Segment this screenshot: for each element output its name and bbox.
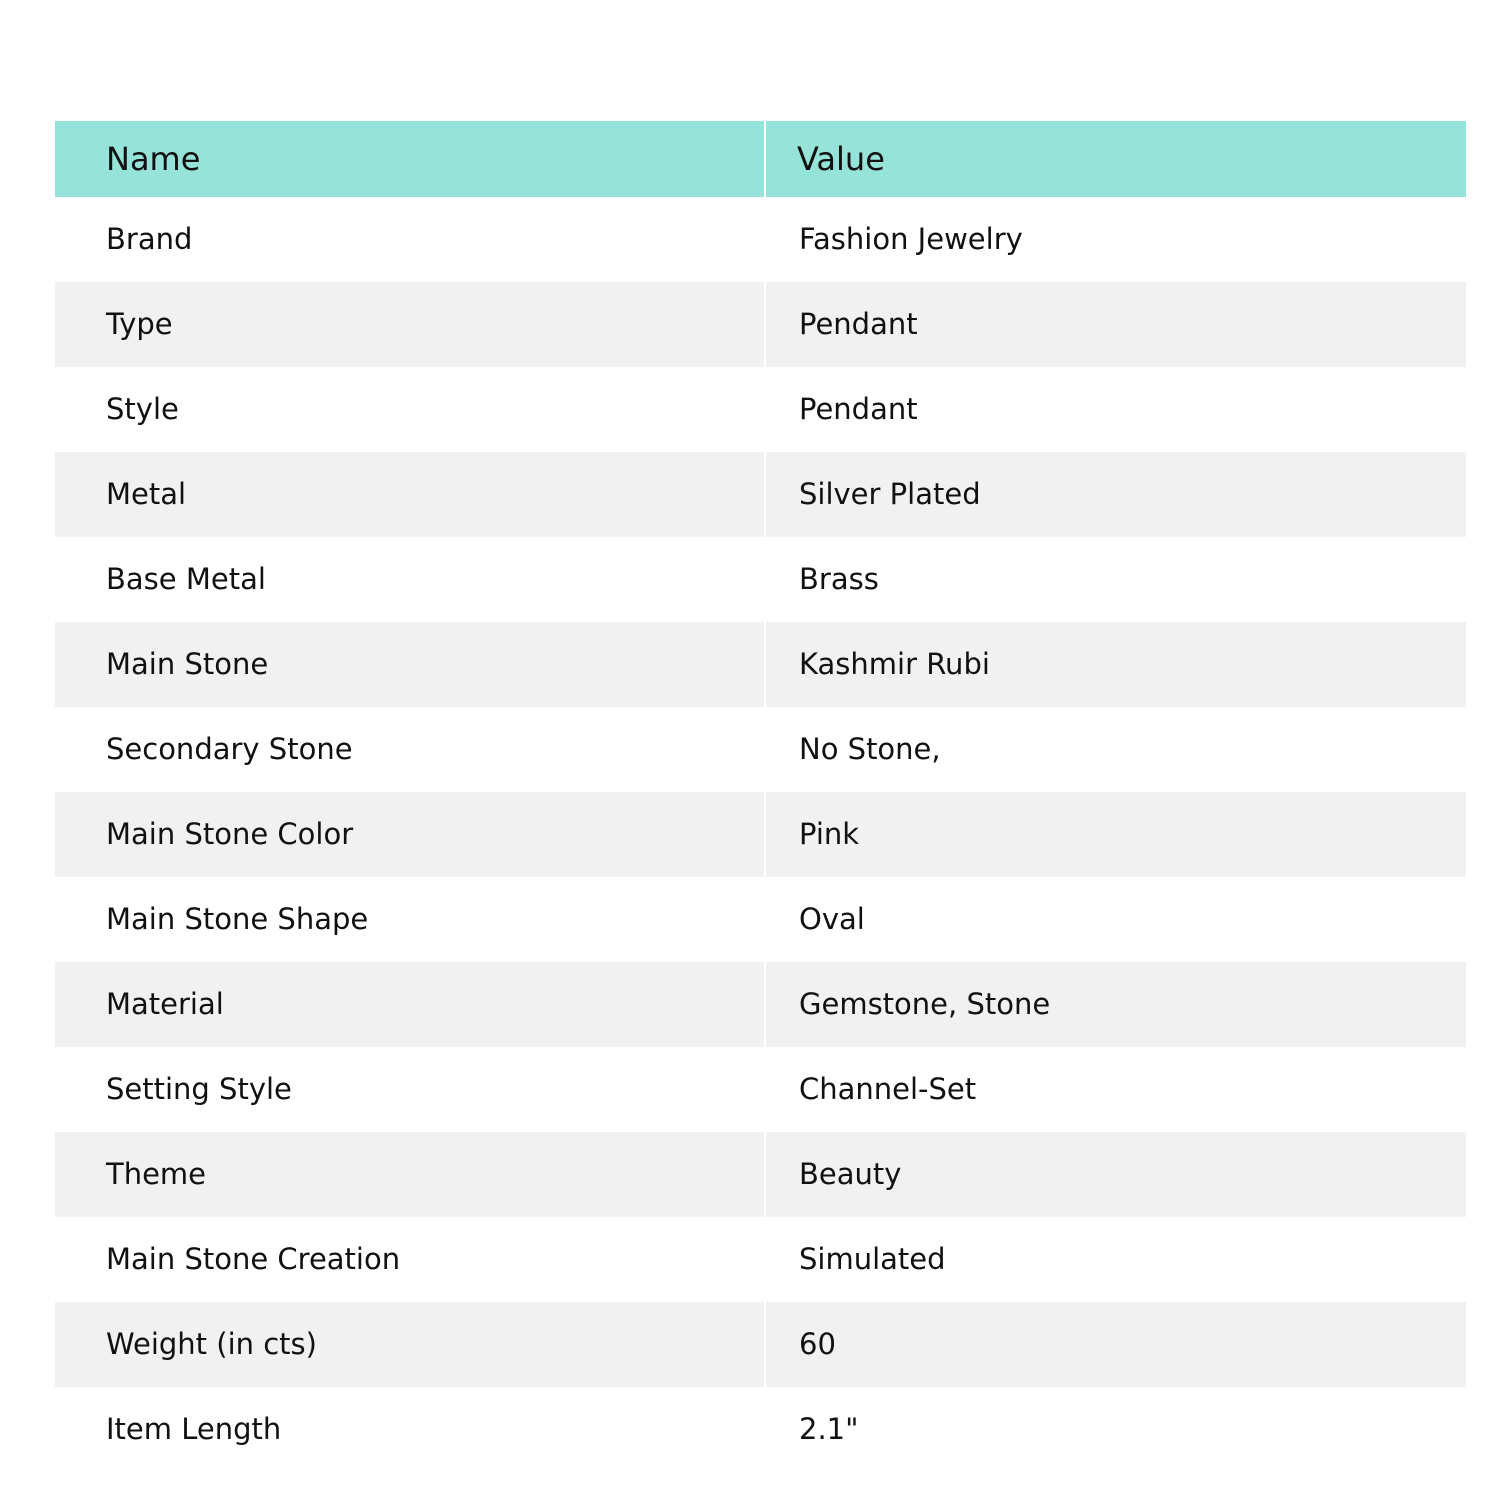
table-row — [55, 962, 1466, 1047]
row-value-cell: Pink — [799, 817, 860, 851]
table-row — [55, 877, 1466, 962]
row-value-cell: 2.1" — [799, 1412, 859, 1446]
table-row — [55, 622, 1466, 707]
row-name-cell: Secondary Stone — [55, 707, 766, 792]
row-value-cell: Beauty — [799, 1157, 902, 1191]
row-name-cell: Item Length — [55, 1387, 766, 1472]
row-value-cell: Channel-Set — [799, 1072, 977, 1106]
row-value-cell: Brass — [799, 562, 879, 596]
row-name-cell: Brand — [55, 197, 766, 282]
table-header-row — [55, 121, 1466, 197]
row-value-cell: Pendant — [799, 307, 918, 341]
table-row — [55, 1302, 1466, 1387]
table-row — [55, 1047, 1466, 1132]
row-value-cell: Silver Plated — [799, 477, 981, 511]
table-row — [55, 1217, 1466, 1302]
row-value-cell: 60 — [799, 1327, 836, 1361]
table-row — [55, 282, 1466, 367]
row-name-cell: Theme — [55, 1132, 766, 1217]
row-value-cell: Fashion Jewelry — [799, 222, 1023, 256]
row-name-cell: Main Stone Color — [55, 792, 766, 877]
spec-table — [55, 121, 1466, 1472]
row-name-cell: Style — [55, 367, 766, 452]
table-row — [55, 792, 1466, 877]
row-value-cell: No Stone, — [799, 732, 941, 766]
table-row — [55, 367, 1466, 452]
row-name-cell: Material — [55, 962, 766, 1047]
table-row — [55, 197, 1466, 282]
row-name-cell: Main Stone Shape — [55, 877, 766, 962]
row-name-cell: Weight (in cts) — [55, 1302, 766, 1387]
row-name-cell: Main Stone Creation — [55, 1217, 766, 1302]
table-row — [55, 1387, 1466, 1472]
row-value-cell: Oval — [799, 902, 865, 936]
row-value-cell: Pendant — [799, 392, 918, 426]
row-value-cell: Simulated — [799, 1242, 946, 1276]
row-name-cell: Base Metal — [55, 537, 766, 622]
table-row — [55, 452, 1466, 537]
row-value-cell: Gemstone, Stone — [799, 987, 1051, 1021]
row-name-cell: Setting Style — [55, 1047, 766, 1132]
column-header-name: Name — [55, 121, 766, 197]
row-value-cell: Kashmir Rubi — [799, 647, 990, 681]
row-name-cell: Type — [55, 282, 766, 367]
row-name-cell: Metal — [55, 452, 766, 537]
table-row — [55, 537, 1466, 622]
column-header-value: Value — [797, 140, 885, 178]
row-name-cell: Main Stone — [55, 622, 766, 707]
table-row — [55, 707, 1466, 792]
table-row — [55, 1132, 1466, 1217]
